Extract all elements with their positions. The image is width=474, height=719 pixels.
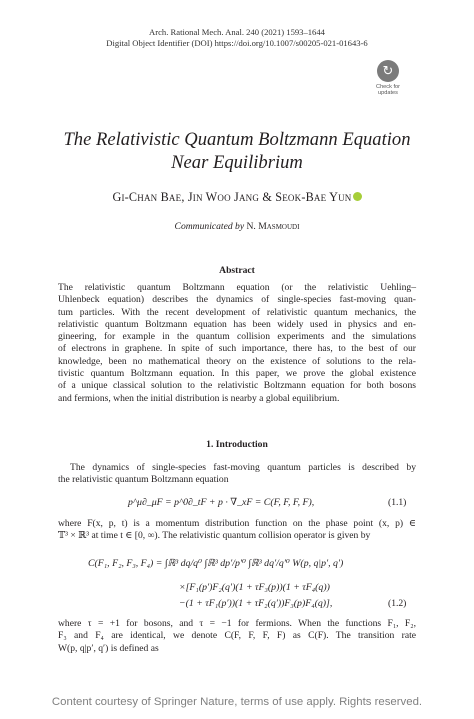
abstract-line: The relativistic quantum Boltzmann equation (or the relativistic Uehling– (58, 282, 416, 293)
check-updates-icon: ↻ (377, 60, 399, 82)
abstract-heading: Abstract (219, 265, 255, 276)
orcid-icon[interactable] (353, 192, 362, 201)
intro-paragraph-3: where τ = +1 for bosons, and τ = −1 for fermions. When the functions F₁, F₂, F₃ and F₄ are identical, we denote C(F, F, F, F) as C(F). The transition rate W(p, q|p′, q′) is defined as (58, 618, 416, 654)
intro-paragraph-1: The dynamics of single-species fast-moving quantum particles is described by the relativistic quantum Boltzmann equation (58, 462, 416, 486)
badge-caption: Check for updates (376, 84, 400, 96)
abstract-line: gineering, for example in the quantum collision experiments and the simulations (58, 331, 416, 343)
journal-citation: Arch. Rational Mech. Anal. 240 (2021) 1593–1644 (149, 27, 325, 37)
abstract-line: of a unique classical solution to the relativistic Boltzmann equation for both bosons (58, 380, 416, 392)
abstract-line: relativistic quantum Boltzmann equation has been widely used in physics and en- (58, 318, 416, 330)
footer-notice: Content courtesy of Springer Nature, terms of use apply. Rights reserved. (51, 696, 423, 708)
intro-paragraph-2: where F(x, p, t) is a momentum distribution function on the phase point (x, p) ∈ 𝕋³ × ℝ³ at time t ∈ [0, ∞). The relativistic quantum collision operator is given by (58, 518, 416, 542)
doi-line[interactable]: Digital Object Identifier (DOI) https://doi.org/10.1007/s00205-021-01643-6 (106, 38, 368, 48)
abstract-line: knowledge, been no mathematical theory on the existence of solutions to the rela- (58, 355, 416, 367)
paper-title: The Relativistic Quantum Boltzmann Equation Near Equilibrium (63, 129, 411, 173)
abstract-line: tivistic quantum Boltzmann equation. In this paper, we prove the global existence (58, 368, 416, 380)
check-for-updates-badge[interactable] (370, 60, 406, 96)
equation-1-1: p^μ∂_μF = p^0∂_tF + p · ∇_xF = C(F, F, F, F), (128, 497, 315, 508)
equation-1-2-line-2: ×[F₁(p′)F₂(q′)(1 + τF₃(p))(1 + τF₄(q)) (179, 582, 330, 593)
authors: Gi-Chan Bae, Jin Woo Jang & Seok-Bae Yun (0, 190, 474, 205)
abstract-line: and fermions, when the initial distribution is nearby a global equilibrium. (58, 392, 340, 404)
equation-number-1-2: (1.2) (388, 598, 407, 609)
abstract-body (58, 282, 416, 405)
abstract-line: tum particles. With the recent development of relativistic quantum mechanics, the (58, 306, 416, 318)
equation-1-2-line-1: C(F₁, F₂, F₃, F₄) = ∫ℝ³ dq/q⁰ ∫ℝ³ dp′/p′⁰ ∫ℝ³ dq′/q′⁰ W(p, q|p′, q′) (88, 558, 344, 569)
abstract-line: of electrons in graphene. In spite of such importance, there has, to the best of our (58, 343, 416, 355)
abstract-line: Uhlenbeck equation) describes the dynamics of single-species fast-moving quan- (58, 294, 416, 306)
equation-1-2-line-3: −(1 + τF₁(p′))(1 + τF₂(q′))F₃(p)F₄(q)], (179, 598, 333, 609)
communicated-by: Communicated by N. Masmoudi (174, 221, 300, 232)
section-heading-introduction: 1. Introduction (206, 439, 268, 450)
equation-number-1-1: (1.1) (388, 497, 407, 508)
